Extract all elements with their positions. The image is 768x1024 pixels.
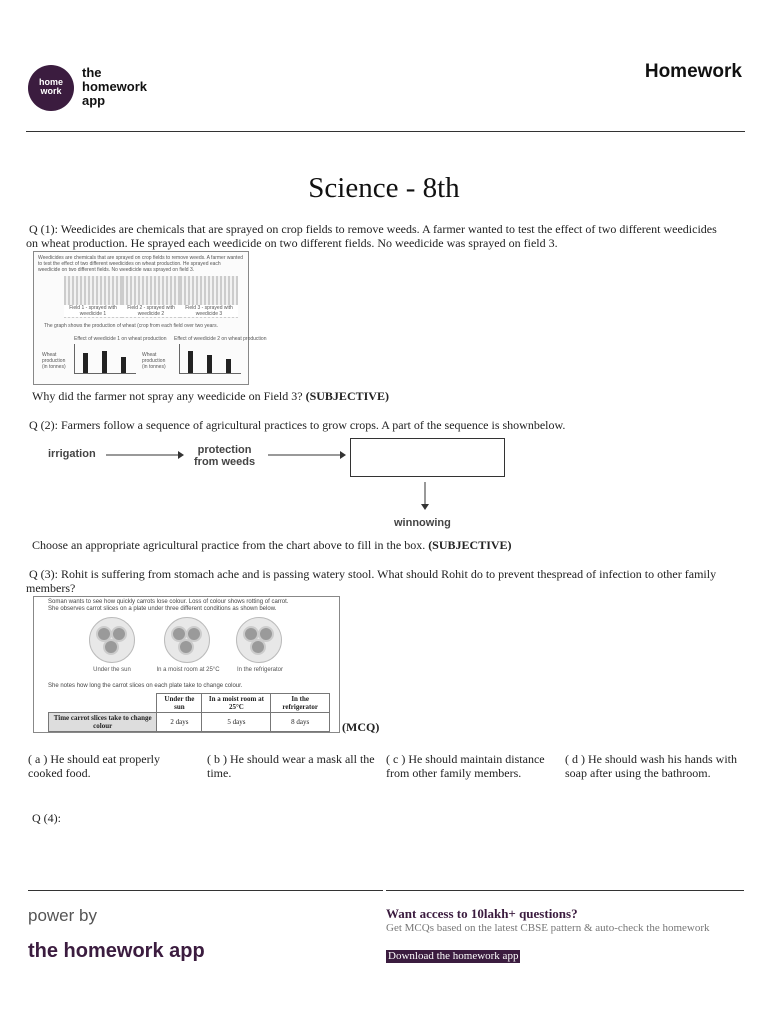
flow-step-protection-line2: from weeds <box>194 456 256 468</box>
footer-brand: the homework app <box>28 940 205 962</box>
table-header-row <box>49 694 330 713</box>
option-b[interactable]: ( b ) He should wear a mask all the time. <box>207 752 375 780</box>
q3-text <box>26 567 738 595</box>
flow-step-protection-line1: protection <box>197 444 252 456</box>
carrot-slice <box>178 639 194 655</box>
q1-graph-caption: The graph shows the production of wheat (crop from each field over two years. <box>44 323 218 329</box>
chart-1-bar <box>121 357 126 373</box>
field-1-caption: Field 1 - sprayed with weedicide 1 <box>64 305 122 317</box>
chart-2-bar <box>226 359 231 373</box>
q2-question-text: Choose an appropriate agricultural practice from the chart above to fill in the box. <box>32 538 426 552</box>
table-row <box>49 713 330 732</box>
chart-2-bar <box>207 355 212 373</box>
chart-1-bar <box>83 353 88 373</box>
q3-figure <box>33 596 340 733</box>
q1-question-text: Why did the farmer not spray any weedicide on Field 3? <box>32 389 303 403</box>
table-cell: 2 days <box>157 713 202 732</box>
q2-statement: Q (2): Farmers follow a sequence of agricultural practices to grow crops. A part of the sequence is shownbelow. <box>29 418 566 432</box>
option-c[interactable]: ( c ) He should maintain distance from other family members. <box>386 752 545 780</box>
table-row-label: Time carrot slices take to change colour <box>49 713 157 732</box>
logo-mark-line2: work <box>40 86 62 96</box>
table-cell: 5 days <box>202 713 271 732</box>
plate-moist-label: In a moist room at 25°C <box>156 667 220 673</box>
power-by-label: power by <box>28 906 97 925</box>
plate-sun-label: Under the sun <box>93 667 131 673</box>
q3-statement: Q (3): Rohit is suffering from stomach ache and is passing watery stool. What should Rohit do to prevent thespread of infection to other family members? <box>26 567 717 595</box>
plate-refrigerator <box>236 617 282 663</box>
logo-text-line1: the <box>82 65 102 80</box>
table-corner <box>49 694 157 713</box>
carrot-slice <box>103 639 119 655</box>
flow-step-irrigation: irrigation <box>48 448 96 460</box>
q3-figure-intro-2: She observes carrot slices on a plate under three different conditions as shown below. <box>48 606 277 612</box>
q3-figure-note: She notes how long the carrot slices on each plate take to change colour. <box>48 683 243 689</box>
carrot-slice <box>250 639 266 655</box>
option-d[interactable]: ( d ) He should wash his hands with soap after using the bathroom. <box>565 752 737 780</box>
chart-1-title: Effect of weedicide 1 on wheat production <box>74 336 167 342</box>
table-header: In the refrigerator <box>271 694 330 713</box>
flow-arrow-2 <box>266 448 346 462</box>
chart-2-axes <box>179 344 241 374</box>
plate-sun <box>89 617 135 663</box>
promo-heading: Want access to 10lakh+ questions? <box>386 906 578 921</box>
plate-moist-room <box>164 617 210 663</box>
logo-text <box>82 66 147 108</box>
q2-question <box>32 538 732 552</box>
logo-text-line3: app <box>82 93 106 108</box>
logo-mark-line1: home <box>38 77 63 87</box>
header-divider <box>26 131 745 132</box>
flow-blank-box <box>350 438 505 477</box>
q1-statement: Q (1): Weedicides are chemicals that are sprayed on crop fields to remove weeds. A farmer wanted to test the effect of two different weedicides on wheat production. He sprayed each weedicide on two different fields. No weedicide was sprayed on field 3. <box>26 222 717 250</box>
q2-text <box>26 418 726 432</box>
chart-1-bar <box>102 351 107 373</box>
q1-tag: (SUBJECTIVE) <box>305 389 389 403</box>
q2-tag: (SUBJECTIVE) <box>428 538 512 552</box>
carrot-table <box>48 693 330 732</box>
footer-divider-right <box>386 890 744 891</box>
plate-fridge-label: In the refrigerator <box>236 667 284 673</box>
table-header: Under the sun <box>157 694 202 713</box>
chart-2-title: Effect of weedicide 2 on wheat production <box>174 336 267 342</box>
q1-figure-intro: Weedicides are chemicals that are sprayed on crop fields to remove weeds. A farmer wanted to test the effect of two different weedicides on wheat production. He sprayed each weedicide on two different fields. No weedicide was sprayed on field 3. <box>38 255 244 273</box>
footer-divider-left <box>28 890 383 891</box>
q1-figure <box>33 251 267 385</box>
field-3-caption: Field 3 - sprayed with weedicide 3 <box>180 305 238 317</box>
homework-label: Homework <box>644 61 742 82</box>
flow-step-protection <box>194 444 255 468</box>
q4-text: Q (4): <box>32 811 61 825</box>
flow-step-winnowing: winnowing <box>394 517 451 529</box>
q3-tag: (MCQ) <box>342 720 380 734</box>
flow-arrow-down <box>418 480 432 510</box>
chart-2-ylabel: Wheat production (in tonnes) <box>142 352 166 370</box>
page-title: Science - 8th <box>308 172 460 204</box>
promo-subtext: Get MCQs based on the latest CBSE pattern & auto-check the homework <box>386 922 710 934</box>
table-header: In a moist room at 25°C <box>202 694 271 713</box>
option-a[interactable]: ( a ) He should eat properly cooked food. <box>28 752 160 780</box>
field-2-caption: Field 2 - sprayed with weedicide 2 <box>122 305 180 317</box>
download-app-link[interactable]: Download the homework app <box>388 950 519 962</box>
q1-question <box>32 389 732 403</box>
chart-1-ylabel: Wheat production (in tonnes) <box>42 352 66 370</box>
q1-text <box>26 222 726 250</box>
chart-1-axes <box>74 344 136 374</box>
table-cell: 8 days <box>271 713 330 732</box>
logo-mark <box>28 65 74 111</box>
logo-text-line2: homework <box>82 79 148 94</box>
q3-figure-intro-1: Soman wants to see how quickly carrots lose colour. Loss of colour shows rotting of carrot. <box>48 599 289 605</box>
flow-arrow-1 <box>104 448 184 462</box>
chart-2-bar <box>188 351 193 373</box>
